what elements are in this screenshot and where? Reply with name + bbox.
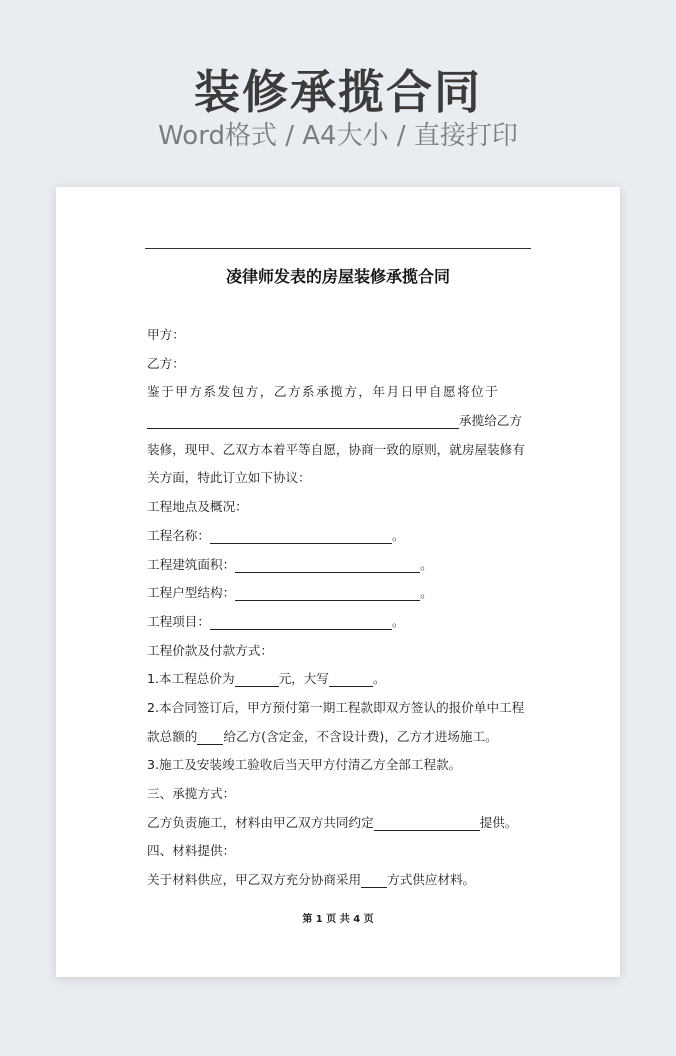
section-price-heading: 工程价款及付款方式： (147, 642, 273, 658)
intro-line-2 (147, 407, 530, 436)
section-4-heading: 四、材料提供： (147, 843, 236, 859)
intro-line-1: 鉴于甲方系发包方，乙方系承揽方，年月日甲自愿将位于 (147, 384, 500, 400)
project-structure-line (147, 579, 530, 608)
prepay-percent-blank (197, 728, 223, 745)
banner-subtitle: Word格式 / A4大小 / 直接打印 (158, 121, 518, 151)
price-line-2a: 2.本合同签订后，甲方预付第一期工程款即双方签认的报价单中工程 (147, 699, 525, 715)
page-number: 第 1 页 共 4 页 (302, 914, 374, 925)
banner-title: 装修承揽合同 (194, 65, 482, 119)
price-1-period: 。 (372, 671, 386, 687)
project-structure-blank (235, 584, 420, 601)
section-3-heading: 三、承揽方式： (147, 786, 236, 801)
project-items-blank (210, 613, 392, 630)
intro-line-4: 关方面，特此订立如下协议： (147, 470, 311, 486)
intro-line-2-tail: 承揽给乙方 (459, 413, 522, 429)
price-2b-label: 款总额的 (147, 728, 198, 744)
intro-line-3: 装修，现甲、乙双方本着平等自愿，协商一致的原则，就房屋装修有 (147, 441, 525, 457)
price-words-blank (329, 670, 373, 687)
contract-method-line (147, 809, 530, 838)
project-name-label: 工程名称： (147, 527, 210, 543)
material-tail: 方式供应材料。 (387, 872, 476, 888)
section-location-heading: 工程地点及概况： (147, 499, 248, 515)
project-items-label: 工程项目： (147, 613, 210, 629)
material-method-blank (361, 871, 387, 888)
project-name-blank (210, 527, 392, 544)
material-line (147, 866, 530, 895)
price-1-mid: 元，大写 (278, 671, 329, 687)
price-line-2b (147, 723, 530, 752)
project-area-label: 工程建筑面积： (147, 556, 236, 572)
project-area-blank (235, 556, 420, 573)
project-name-line (147, 522, 530, 551)
project-area-line (147, 551, 530, 580)
project-items-period: 。 (391, 613, 405, 629)
document-page (56, 187, 620, 977)
document-body (147, 321, 530, 895)
price-amount-blank (235, 670, 279, 687)
contract-party-blank (374, 814, 480, 831)
project-name-period: 。 (391, 527, 405, 543)
price-line-3: 3.施工及安装竣工验收后当天甲方付清乙方全部工程款。 (147, 757, 462, 773)
location-blank (147, 412, 459, 429)
project-structure-period: 。 (420, 585, 433, 601)
project-items-line (147, 608, 530, 637)
price-1-label: 1.本工程总价为 (147, 671, 235, 687)
contract-method-tail: 提供。 (479, 814, 518, 830)
price-line-1 (147, 665, 530, 694)
contract-method-label: 乙方负责施工，材料由甲乙双方共同约定 (147, 814, 374, 830)
price-2b-tail: 给乙方(含定金，不含设计费)，乙方才进场施工。 (223, 728, 498, 744)
party-b-line: 乙方： (147, 355, 185, 371)
project-structure-label: 工程户型结构： (147, 585, 236, 601)
party-a-line: 甲方： (147, 327, 185, 342)
project-area-period: 。 (420, 556, 433, 572)
document-title: 凌律师发表的房屋装修承揽合同 (225, 267, 450, 286)
material-label: 关于材料供应，甲乙双方充分协商采用 (147, 872, 362, 888)
header-rule (145, 248, 531, 249)
